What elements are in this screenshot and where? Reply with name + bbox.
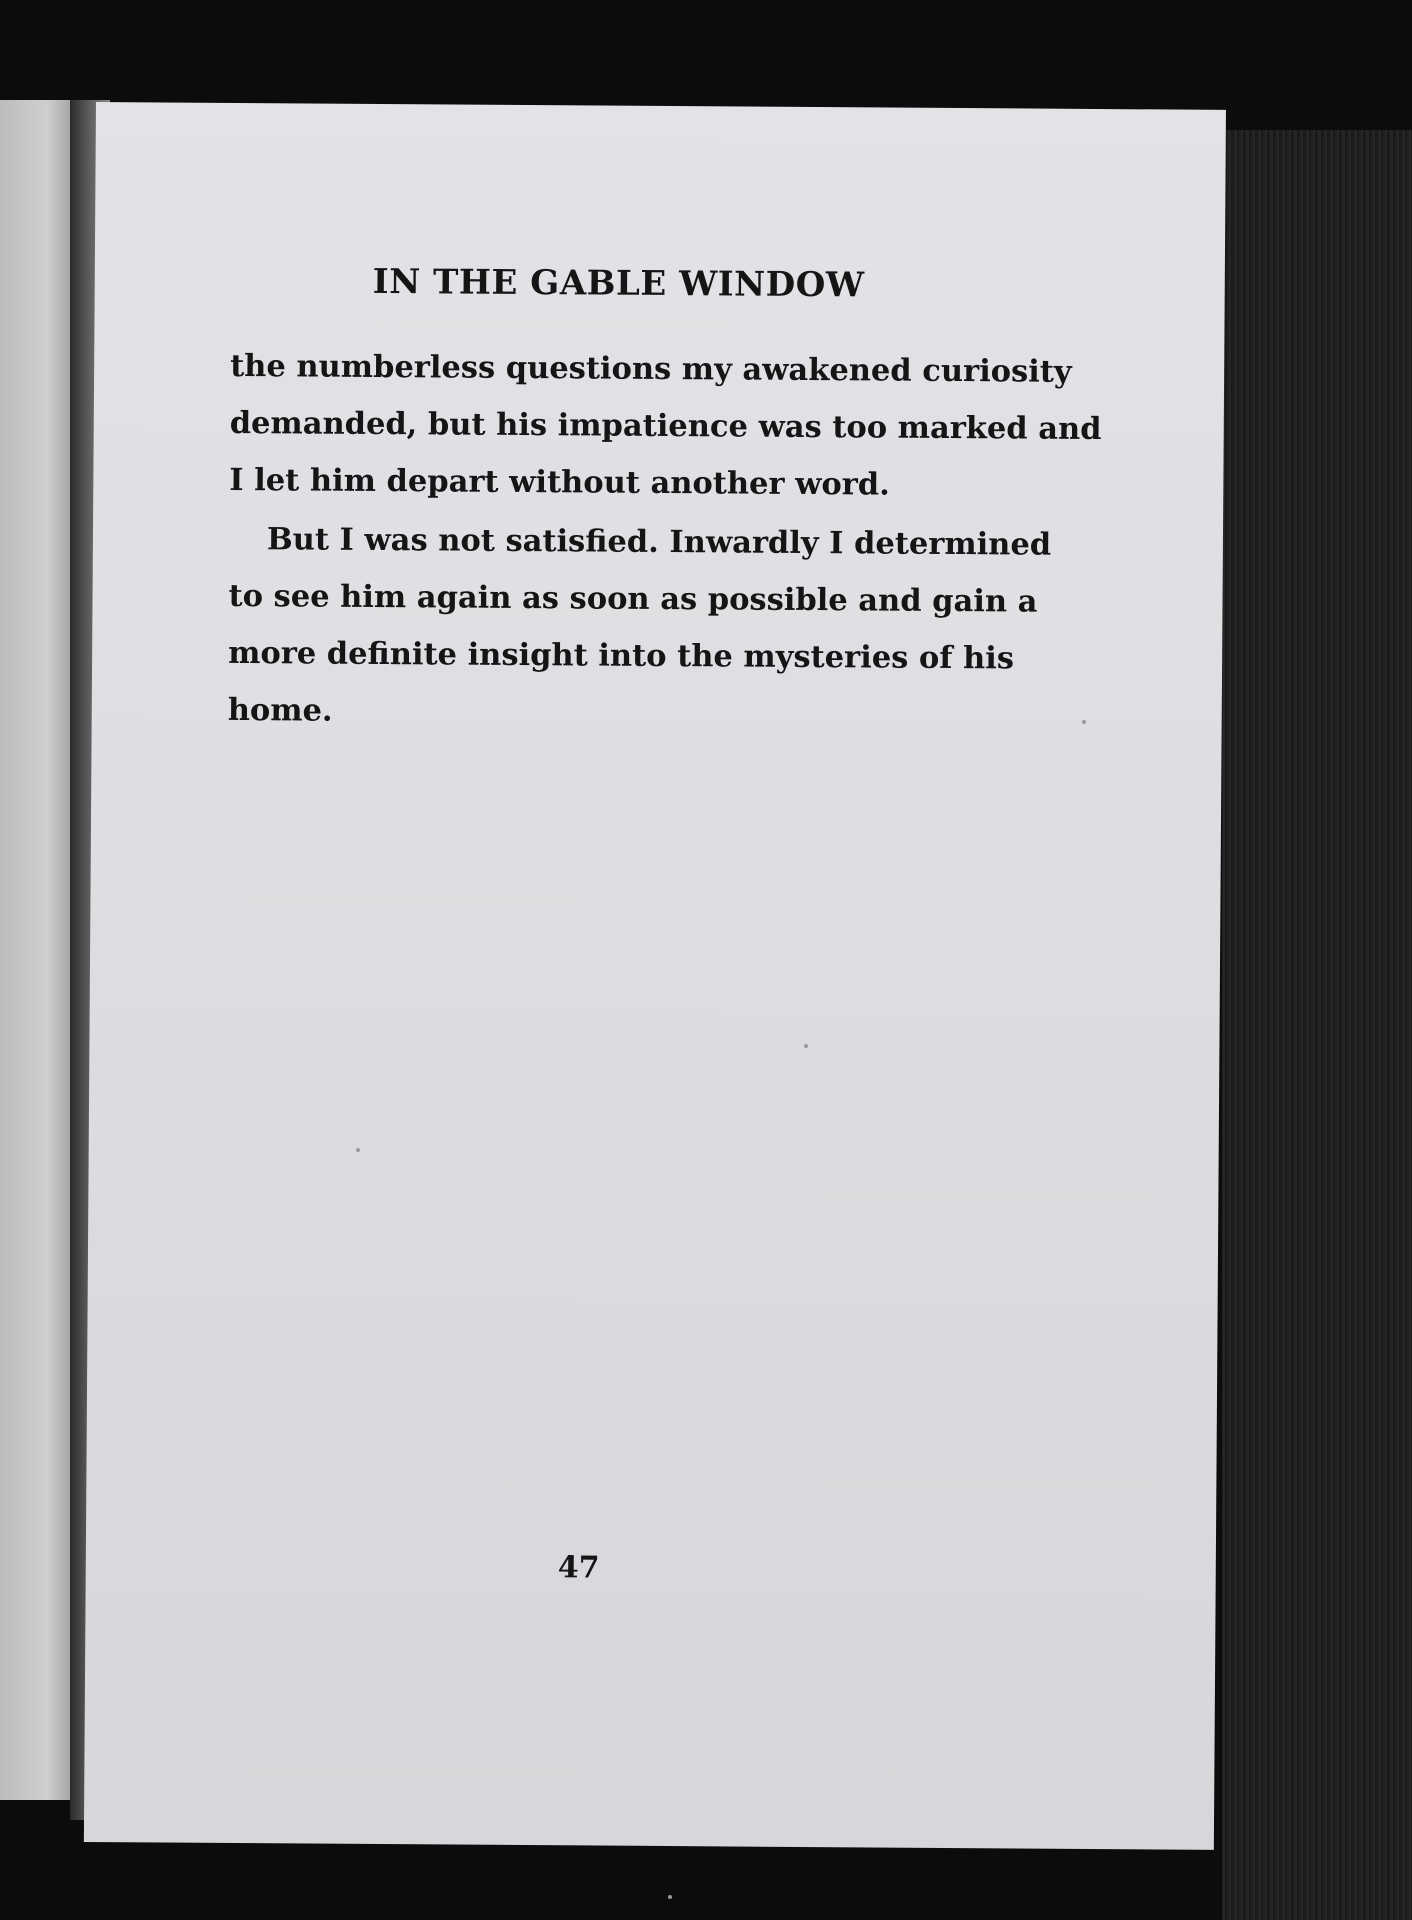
text-line: home.	[227, 691, 333, 729]
text-line: more definite insight into the mysteries of his	[228, 634, 1015, 677]
left-facing-page-edge	[0, 100, 78, 1800]
text-line: to see him again as soon as possible and gain a	[228, 577, 1038, 620]
text-line: the numberless questions my awakened curiosity	[230, 347, 1072, 390]
dust-speck	[356, 1148, 360, 1152]
book-page	[84, 102, 1226, 1850]
page-stack-edge	[1222, 130, 1412, 1920]
text-line: demanded, but his impatience was too marked and	[229, 404, 1102, 448]
body-text	[227, 338, 1102, 744]
text-line: But I was not satisfied. Inwardly I determined	[266, 521, 1052, 563]
page-number: 47	[557, 1550, 600, 1586]
dust-speck	[668, 1895, 672, 1899]
running-head: IN THE GABLE WINDOW	[372, 261, 865, 306]
text-line: I let him depart without another word.	[229, 461, 890, 503]
dust-speck	[804, 1044, 808, 1048]
dust-speck	[1082, 720, 1086, 724]
